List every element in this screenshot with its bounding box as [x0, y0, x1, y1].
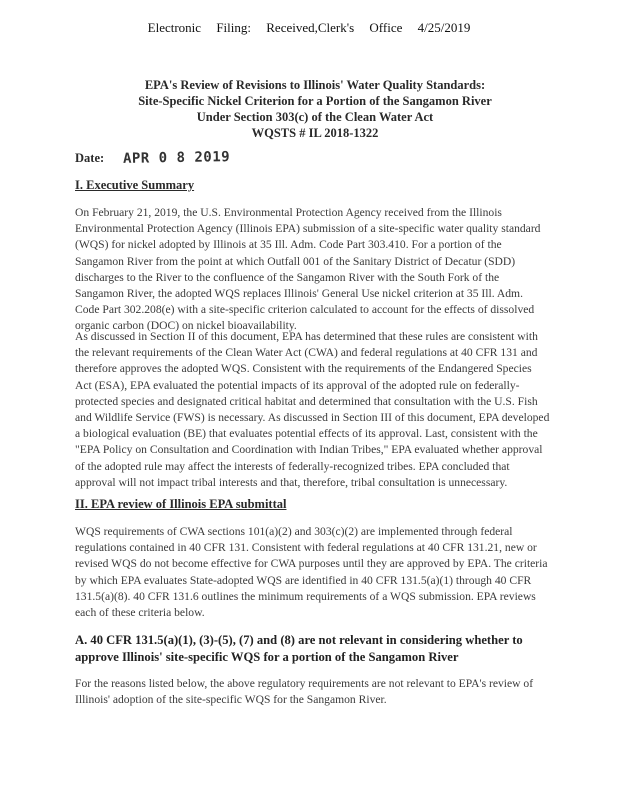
date-stamp: APR 0 8 2019 — [123, 149, 231, 167]
header-electronic: Electronic — [147, 20, 202, 35]
header-filing: Filing: — [216, 20, 251, 35]
header-office: Office — [369, 20, 403, 35]
document-title — [60, 77, 570, 141]
section-2-paragraph-2: For the reasons listed below, the above regulatory requirements are not relevant to EPA's review of Illinois' adoption of the site-specific WQS for the Sangamon River. — [75, 677, 534, 707]
title-line-3: Under Section 303(c) of the Clean Water Act — [196, 110, 434, 124]
section-1-paragraph-2: As discussed in Section II of this document, EPA has determined that these rules are consistent with the relevant requirements of the Clean Water Act (CWA) and federal regulations at 40 CFR 131 and therefore approves the adopted WQS. Consistent with the requirements of the Endangered Species Act (ESA), EPA evaluated the potential impacts of its approval of the adopted rule on federally-protected species and designated critical habitat and determined that consultation with the U.S. Fish and Wildlife Service (FWS) is necessary. As discussed in Section III of this document, EPA developed a biological evaluation (BE) that evaluates potential effects of its approval. Last, consistent with the "EPA Policy on Consultation and Coordination with Indian Tribes," EPA evaluated whether approval of the adopted rule may affect the interests of federally-recognized tribes. EPA concluded that approval will not impact tribal interests and that, therefore, tribal consultation is unnecessary. — [75, 330, 550, 489]
section-1-heading: I. Executive Summary — [75, 178, 195, 192]
filing-header — [0, 20, 618, 36]
date-row — [75, 150, 230, 166]
title-line-2: Site-Specific Nickel Criterion for a Portion of the Sangamon River — [138, 94, 492, 108]
header-received: Received,Clerk's — [266, 20, 355, 35]
section-1-paragraph-1: On February 21, 2019, the U.S. Environmental Protection Agency received from the Illinois Environmental Protection Agency (Illinois EPA) submission of a site-specific water quality standard (WQS) for nickel adopted by Illinois at 35 Ill. Adm. Code Part 303.410. For a portion of the Sangamon River from the point at which Outfall 001 of the Sanitary District of Decatur (SDD) discharges to the River to the confluence of the Sangamon River with the South Fork of the Sangamon River, the adopted WQS replaces Illinois' General Use nickel criterion at 35 Ill. Adm. Code Part 302.208(e) with a site-specific criterion calculated to account for the effects of dissolved organic carbon (DOC) on nickel bioavailability. — [75, 206, 541, 333]
title-line-1: EPA's Review of Revisions to Illinois' Water Quality Standards: — [144, 78, 486, 92]
title-line-4: WQSTS # IL 2018-1322 — [251, 126, 379, 140]
section-2-paragraph-1: WQS requirements of CWA sections 101(a)(2) and 303(c)(2) are implemented through federal regulations contained in 40 CFR 131. Consistent with federal regulations at 40 CFR 131.21, new or revised WQS do not become effective for CWA purposes until they are approved by EPA. The criteria by which EPA evaluates State-adopted WQS are identified in 40 CFR 131.5(a)(1) through 40 CFR 131.5(a)(8). 40 CFR 131.6 outlines the minimum requirements of a WQS submission. EPA reviews each of these criteria below. — [75, 525, 548, 620]
section-2-subheading-a: A. 40 CFR 131.5(a)(1), (3)-(5), (7) and (8) are not relevant in considering whether to approve Illinois' site-specific WQS for a portion of the Sangamon River — [75, 633, 523, 664]
section-2-heading: II. EPA review of Illinois EPA submittal — [75, 497, 287, 511]
date-label: Date: — [75, 151, 105, 165]
header-date: 4/25/2019 — [417, 20, 471, 35]
